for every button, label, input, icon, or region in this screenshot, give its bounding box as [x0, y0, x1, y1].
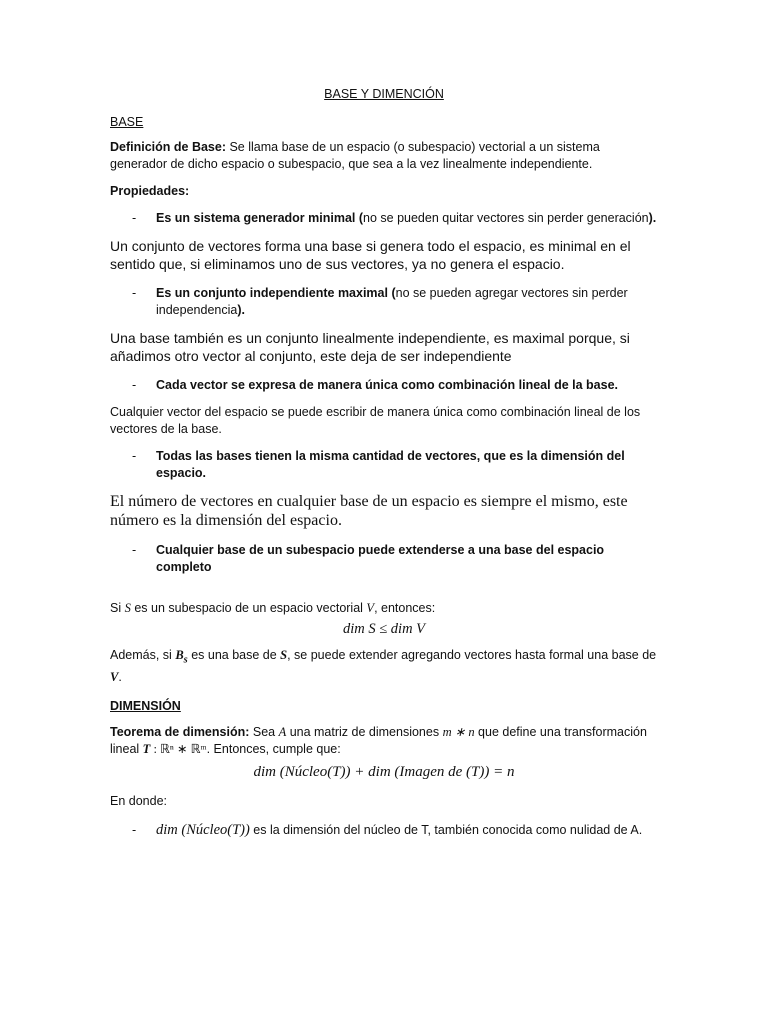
prop2-bold: Es un conjunto independiente maximal ( [156, 286, 396, 300]
bullet-dash: - [132, 378, 137, 392]
prop1-close: ). [648, 211, 657, 225]
list-item-prop4 [132, 448, 658, 482]
document-page [110, 86, 658, 849]
prop4-text: Todas las bases tienen la misma cantidad de vectores, que es la dimensión del espacio. [156, 449, 625, 480]
symbol-Bs: $B_s$ [175, 648, 188, 666]
section-heading-base: BASE [110, 115, 144, 129]
symbol-m-times-n: m ∗ n [442, 724, 475, 739]
bullet-dash: - [132, 822, 137, 837]
symbol-A: A [278, 724, 287, 739]
list-item-prop5 [132, 542, 658, 576]
nullity-text: es la dimensión del núcleo de T, también conocida como nulidad de A. [249, 822, 643, 837]
theorem-label: Teorema de dimensión: [110, 724, 250, 739]
symbol-V-bold: V [110, 669, 119, 684]
paragraph-maximal: Una base también es un conjunto linealmente independiente, es maximal porque, si añadimos otro vector al conjunto, este deja de ser independiente [110, 330, 630, 364]
list-item-nullity [132, 822, 658, 839]
document-title: BASE Y DIMENCIÓN [324, 87, 444, 101]
definition-label: Definición de Base: [110, 140, 226, 154]
section-heading-dimension: DIMENSIÓN [110, 698, 181, 713]
theorem-paragraph: Teorema de dimensión: Sea A una matriz de dimensiones m ∗ n que define una transformación lineal T : ℝⁿ ∗ ℝᵐ. Entonces, cumple que: [110, 724, 647, 756]
equation-rank-nullity: dim (Núcleo(T)) + dim (Imagen de (T)) = n [253, 763, 515, 780]
prop2-close: ). [237, 303, 245, 317]
prop1-text: no se pueden quitar vectores sin perder generación [363, 211, 649, 225]
paragraph-dimension-serif: El número de vectores en cualquier base de un espacio es siempre el mismo, este número es la dimensión del espacio. [110, 493, 628, 529]
paragraph-subspace: Si S es un subespacio de un espacio vectorial V, entonces: [110, 601, 436, 615]
bullet-dash: - [132, 449, 137, 463]
bullet-dash: - [132, 211, 137, 225]
symbol-V: V [366, 601, 375, 615]
definition-text: Se llama base de un espacio (o subespacio) vectorial a un sistema generador de dicho espacio o subespacio, que sea a la vez linealmente independiente. [110, 140, 600, 171]
list-item-prop1 [132, 210, 658, 227]
symbol-S: S [124, 601, 131, 615]
symbol-T: T [142, 741, 151, 756]
list-item-prop2 [132, 285, 658, 319]
en-donde-label: En donde: [110, 793, 167, 808]
prop5-text: Cualquier base de un subespacio puede extenderse a una base del espacio completo [156, 543, 605, 574]
paragraph-minimal: Un conjunto de vectores forma una base si genera todo el espacio, es minimal en el sentido que, si eliminamos uno de sus vectores, ya no genera el espacio. [110, 238, 631, 272]
definition-paragraph [110, 139, 658, 173]
paragraph-unique-combination: Cualquier vector del espacio se puede escribir de manera única como combinación lineal de los vectores de la base. [110, 405, 641, 436]
mapping-rn-rm: : ℝⁿ ∗ ℝᵐ [150, 741, 207, 756]
nullity-math: dim (Núcleo(T)) [156, 821, 250, 838]
prop2-text: no se pueden agregar vectores sin perder independencia [156, 286, 628, 317]
bullet-dash: - [132, 543, 137, 557]
prop3-text: Cada vector se expresa de manera única como combinación lineal de la base. [156, 378, 618, 392]
prop1-bold: Es un sistema generador minimal ( [156, 211, 364, 225]
list-item-prop3 [132, 377, 658, 394]
propiedades-label: Propiedades: [110, 184, 190, 198]
equation-dim-inequality: dim S ≤ dim V [342, 621, 426, 637]
bullet-dash: - [132, 286, 137, 300]
paragraph-extend-base: Además, si $B_s$ es una base de S, se puede extender agregando vectores hasta formal una base de V. [110, 648, 657, 684]
symbol-S-bold: S [280, 648, 288, 662]
